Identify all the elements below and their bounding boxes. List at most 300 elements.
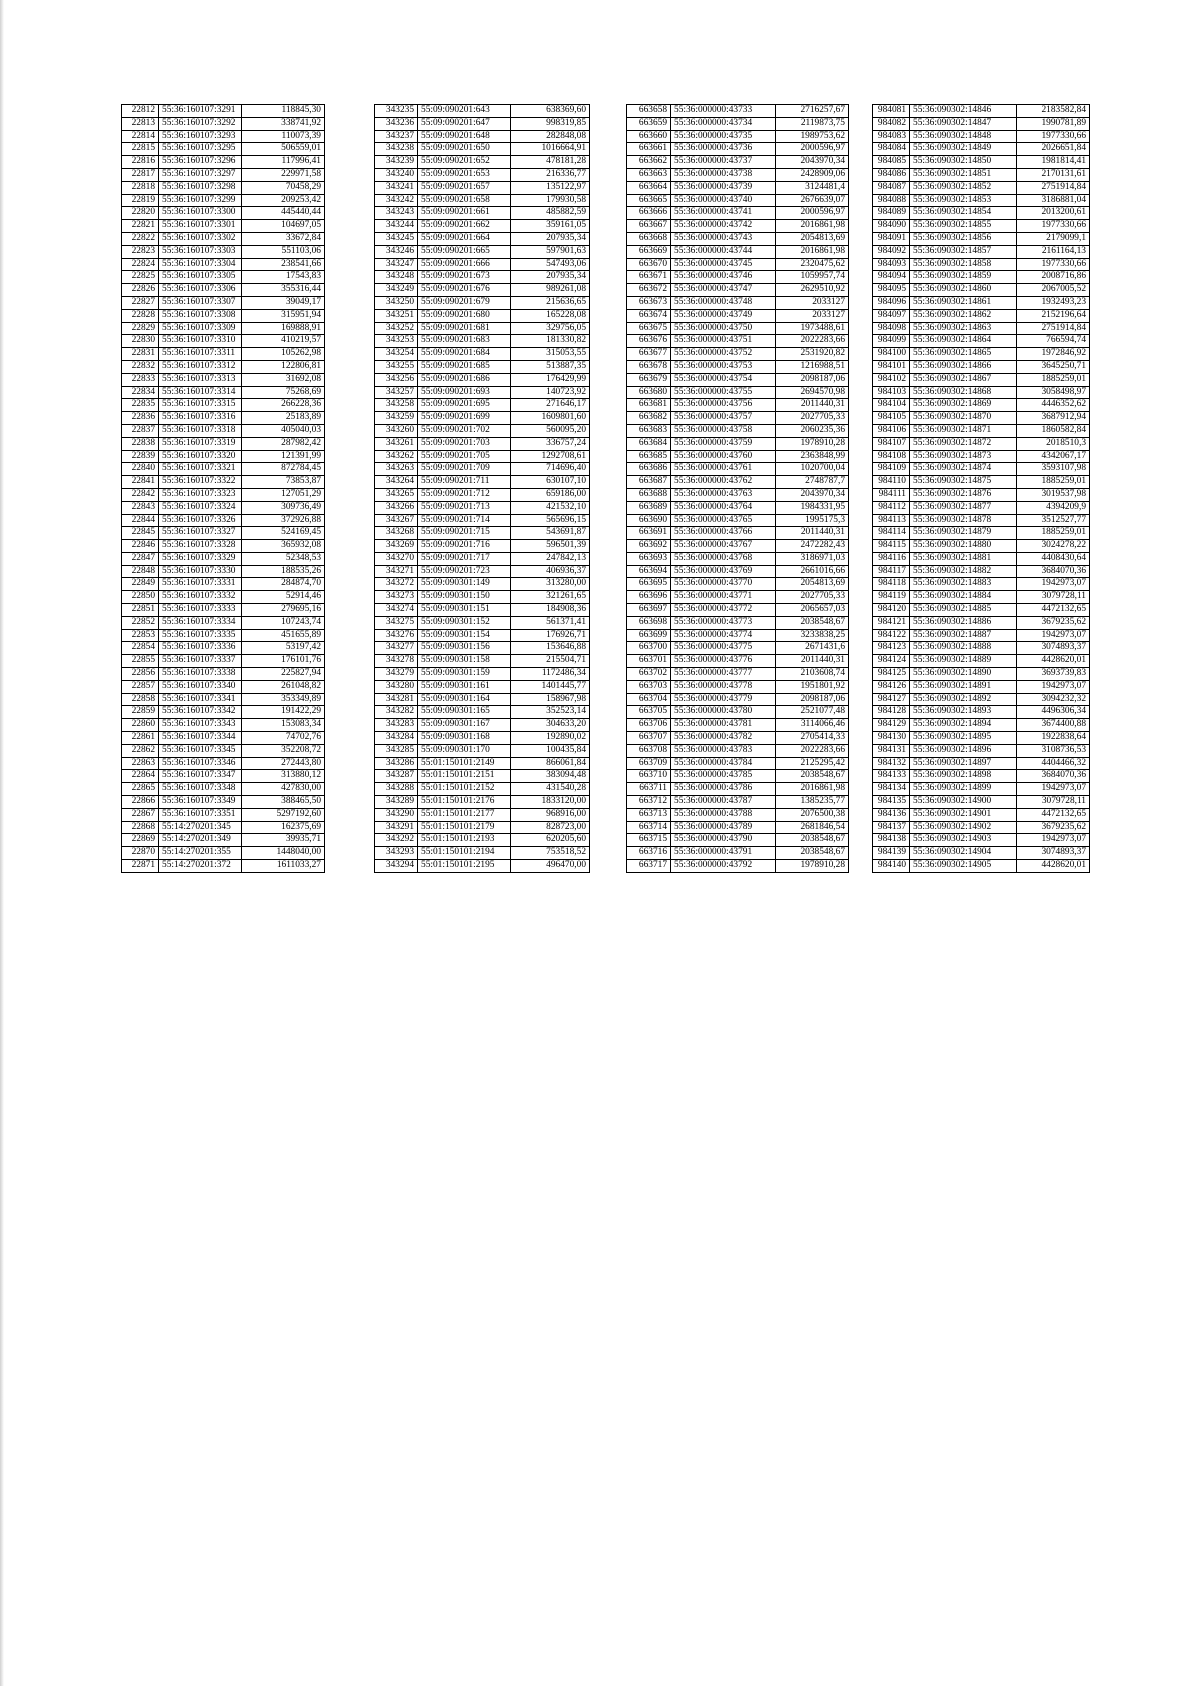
cadastral-value: 2363848,99 (776, 450, 849, 463)
cadastral-number: 55:36:090302:14884 (910, 591, 1017, 604)
row-number: 22824 (122, 258, 159, 271)
row-number: 22834 (122, 386, 159, 399)
table-row (873, 514, 1090, 527)
row-number: 984095 (873, 284, 910, 297)
row-number: 984125 (873, 668, 910, 681)
table-row (122, 386, 325, 399)
cadastral-number: 55:36:000000:43757 (671, 412, 776, 425)
table-row (375, 642, 590, 655)
cadastral-value: 100435,84 (511, 744, 590, 757)
cadastral-number: 55:14:270201:349 (159, 834, 242, 847)
cadastral-value: 2033127 (776, 296, 849, 309)
cadastral-number: 55:36:160107:3341 (159, 693, 242, 706)
cadastral-value: 3114066,46 (776, 719, 849, 732)
table-row (375, 143, 590, 156)
cadastral-number: 55:36:090302:14848 (910, 130, 1017, 143)
cadastral-value: 2161164,13 (1017, 245, 1090, 258)
cadastral-number: 55:36:160107:3345 (159, 744, 242, 757)
table-row (873, 501, 1090, 514)
table-row (122, 194, 325, 207)
table-row (122, 271, 325, 284)
row-number: 984092 (873, 245, 910, 258)
table-row (873, 245, 1090, 258)
cadastral-value: 2038548,67 (776, 770, 849, 783)
cadastral-value: 445440,44 (242, 207, 325, 220)
row-number: 343263 (375, 463, 418, 476)
cadastral-number: 55:36:160107:3332 (159, 591, 242, 604)
row-number: 343249 (375, 284, 418, 297)
row-number: 343247 (375, 258, 418, 271)
table-row (375, 783, 590, 796)
table-row (873, 348, 1090, 361)
row-number: 22870 (122, 847, 159, 860)
cadastral-number: 55:09:090201:658 (418, 194, 511, 207)
cadastral-value: 176101,76 (242, 655, 325, 668)
row-number: 984118 (873, 578, 910, 591)
cadastral-number: 55:36:090302:14863 (910, 322, 1017, 335)
row-number: 22819 (122, 194, 159, 207)
cadastral-number: 55:09:090301:154 (418, 629, 511, 642)
cadastral-value: 2681846,54 (776, 821, 849, 834)
cadastral-value: 2521077,48 (776, 706, 849, 719)
cadastral-value: 169888,91 (242, 322, 325, 335)
cadastral-number: 55:36:000000:43737 (671, 156, 776, 169)
table-row (375, 578, 590, 591)
cadastral-number: 55:36:160107:3323 (159, 488, 242, 501)
cadastral-value: 3074893,37 (1017, 847, 1090, 860)
table-row (873, 719, 1090, 732)
row-number: 984099 (873, 335, 910, 348)
cadastral-number: 55:36:160107:3312 (159, 360, 242, 373)
cadastral-value: 4496306,34 (1017, 706, 1090, 719)
table-row (375, 604, 590, 617)
cadastral-value: 427830,00 (242, 783, 325, 796)
row-number: 343262 (375, 450, 418, 463)
table-row (627, 668, 849, 681)
row-number: 22847 (122, 552, 159, 565)
cadastral-number: 55:36:090302:14867 (910, 373, 1017, 386)
cadastral-value: 355316,44 (242, 284, 325, 297)
cadastral-value: 2629510,92 (776, 284, 849, 297)
table-row (122, 834, 325, 847)
row-number: 343236 (375, 117, 418, 130)
table-row (627, 296, 849, 309)
row-number: 22841 (122, 476, 159, 489)
row-number: 984133 (873, 770, 910, 783)
row-number: 663710 (627, 770, 671, 783)
cadastral-number: 55:36:160107:3313 (159, 373, 242, 386)
row-number: 22855 (122, 655, 159, 668)
cadastral-number: 55:36:000000:43744 (671, 245, 776, 258)
cadastral-number: 55:36:160107:3315 (159, 399, 242, 412)
row-number: 343286 (375, 757, 418, 770)
cadastral-value: 1385235,77 (776, 796, 849, 809)
cadastral-number: 55:36:000000:43759 (671, 437, 776, 450)
row-number: 663682 (627, 412, 671, 425)
cadastral-number: 55:36:000000:43748 (671, 296, 776, 309)
row-number: 22828 (122, 309, 159, 322)
cadastral-number: 55:36:160107:3301 (159, 220, 242, 233)
cadastral-value: 2022283,66 (776, 744, 849, 757)
table-row (122, 232, 325, 245)
row-number: 22867 (122, 808, 159, 821)
cadastral-number: 55:36:160107:3309 (159, 322, 242, 335)
table-row (627, 476, 849, 489)
cadastral-number: 55:36:090302:14862 (910, 309, 1017, 322)
table-row (375, 322, 590, 335)
table-row (873, 335, 1090, 348)
cadastral-value: 3593107,98 (1017, 463, 1090, 476)
cadastral-value: 3233838,25 (776, 629, 849, 642)
cadastral-value: 2011440,31 (776, 527, 849, 540)
cadastral-number: 55:36:160107:3343 (159, 719, 242, 732)
cadastral-value: 352208,72 (242, 744, 325, 757)
cadastral-number: 55:09:090201:714 (418, 514, 511, 527)
row-number: 22822 (122, 232, 159, 245)
cadastral-number: 55:09:090301:161 (418, 680, 511, 693)
row-number: 22845 (122, 527, 159, 540)
cadastral-number: 55:36:090302:14846 (910, 105, 1017, 118)
table-row (122, 668, 325, 681)
cadastral-value: 405040,03 (242, 424, 325, 437)
cadastral-number: 55:09:090301:158 (418, 655, 511, 668)
table-row (627, 386, 849, 399)
row-number: 343278 (375, 655, 418, 668)
row-number: 984114 (873, 527, 910, 540)
table-row (873, 117, 1090, 130)
cadastral-number: 55:36:160107:3329 (159, 552, 242, 565)
cadastral-number: 55:09:090201:715 (418, 527, 511, 540)
table-row (122, 105, 325, 118)
cadastral-value: 714696,40 (511, 463, 590, 476)
cadastral-number: 55:36:160107:3303 (159, 245, 242, 258)
cadastral-value: 17543,83 (242, 271, 325, 284)
cadastral-value: 209253,42 (242, 194, 325, 207)
table-row (122, 501, 325, 514)
cadastral-value: 2179099,1 (1017, 232, 1090, 245)
cadastral-value: 188535,26 (242, 565, 325, 578)
cadastral-value: 1995175,3 (776, 514, 849, 527)
row-number: 22817 (122, 168, 159, 181)
cadastral-value: 3674400,88 (1017, 719, 1090, 732)
table-row (627, 540, 849, 553)
cadastral-value: 388465,50 (242, 796, 325, 809)
cadastral-value: 2671431,6 (776, 642, 849, 655)
cadastral-value: 352523,14 (511, 706, 590, 719)
table-row (627, 463, 849, 476)
cadastral-value: 315053,55 (511, 348, 590, 361)
cadastral-number: 55:36:090302:14879 (910, 527, 1017, 540)
cadastral-value: 329756,05 (511, 322, 590, 335)
row-number: 663672 (627, 284, 671, 297)
table-row (627, 783, 849, 796)
table-row (873, 424, 1090, 437)
cadastral-number: 55:36:090302:14850 (910, 156, 1017, 169)
cadastral-value: 3679235,62 (1017, 821, 1090, 834)
cadastral-value: 547493,06 (511, 258, 590, 271)
cadastral-value: 287982,42 (242, 437, 325, 450)
row-number: 663715 (627, 834, 671, 847)
table-row (873, 399, 1090, 412)
cadastral-number: 55:09:090201:703 (418, 437, 511, 450)
table-row (122, 220, 325, 233)
table-row (873, 450, 1090, 463)
table-row (375, 693, 590, 706)
table-row (873, 181, 1090, 194)
row-number: 984140 (873, 860, 910, 873)
cadastral-number: 55:01:150101:2179 (418, 821, 511, 834)
table-row (122, 719, 325, 732)
table-row (122, 284, 325, 297)
cadastral-number: 55:36:160107:3326 (159, 514, 242, 527)
table-row (627, 450, 849, 463)
row-number: 663674 (627, 309, 671, 322)
cadastral-value: 753518,52 (511, 847, 590, 860)
cadastral-number: 55:14:270201:372 (159, 860, 242, 873)
row-number: 343292 (375, 834, 418, 847)
table-row (122, 604, 325, 617)
row-number: 663658 (627, 105, 671, 118)
row-number: 22857 (122, 680, 159, 693)
cadastral-value: 4394209,9 (1017, 501, 1090, 514)
table-row (627, 860, 849, 873)
row-number: 22826 (122, 284, 159, 297)
cadastral-number: 55:09:090201:643 (418, 105, 511, 118)
row-number: 663661 (627, 143, 671, 156)
cadastral-number: 55:36:000000:43772 (671, 604, 776, 617)
cadastral-value: 207935,34 (511, 232, 590, 245)
cadastral-value: 70458,29 (242, 181, 325, 194)
cadastral-number: 55:36:090302:14905 (910, 860, 1017, 873)
cadastral-value: 560095,20 (511, 424, 590, 437)
cadastral-number: 55:36:000000:43770 (671, 578, 776, 591)
cadastral-value: 247842,13 (511, 552, 590, 565)
cadastral-value: 3024278,22 (1017, 540, 1090, 553)
cadastral-value: 118845,30 (242, 105, 325, 118)
table-row (122, 808, 325, 821)
row-number: 22814 (122, 130, 159, 143)
cadastral-value: 266228,36 (242, 399, 325, 412)
cadastral-number: 55:36:160107:3331 (159, 578, 242, 591)
cadastral-value: 2694570,98 (776, 386, 849, 399)
cadastral-number: 55:36:000000:43762 (671, 476, 776, 489)
row-number: 22843 (122, 501, 159, 514)
cadastral-number: 55:36:090302:14876 (910, 488, 1017, 501)
cadastral-number: 55:36:090302:14896 (910, 744, 1017, 757)
cadastral-number: 55:09:090201:686 (418, 373, 511, 386)
cadastral-number: 55:36:090302:14857 (910, 245, 1017, 258)
row-number: 22818 (122, 181, 159, 194)
cadastral-number: 55:36:000000:43767 (671, 540, 776, 553)
cadastral-value: 1942973,07 (1017, 578, 1090, 591)
table-row (375, 514, 590, 527)
cadastral-number: 55:36:000000:43758 (671, 424, 776, 437)
row-number: 984100 (873, 348, 910, 361)
cadastral-value: 1972846,92 (1017, 348, 1090, 361)
cadastral-number: 55:36:160107:3335 (159, 629, 242, 642)
row-number: 663709 (627, 757, 671, 770)
table-row (627, 194, 849, 207)
row-number: 22862 (122, 744, 159, 757)
row-number: 663683 (627, 424, 671, 437)
cadastral-value: 309736,49 (242, 501, 325, 514)
row-number: 663660 (627, 130, 671, 143)
cadastral-value: 828723,00 (511, 821, 590, 834)
cadastral-value: 410219,57 (242, 335, 325, 348)
table-row (122, 207, 325, 220)
cadastral-value: 565696,15 (511, 514, 590, 527)
cadastral-number: 55:09:090301:167 (418, 719, 511, 732)
row-number: 343256 (375, 373, 418, 386)
cadastral-value: 2027705,33 (776, 591, 849, 604)
cadastral-number: 55:36:000000:43760 (671, 450, 776, 463)
row-number: 343251 (375, 309, 418, 322)
row-number: 984107 (873, 437, 910, 450)
row-number: 663696 (627, 591, 671, 604)
row-number: 663678 (627, 360, 671, 373)
cadastral-number: 55:36:090302:14886 (910, 616, 1017, 629)
cadastral-value: 4408430,64 (1017, 552, 1090, 565)
table-row (375, 284, 590, 297)
cadastral-number: 55:36:000000:43778 (671, 680, 776, 693)
row-number: 343252 (375, 322, 418, 335)
table-row (627, 424, 849, 437)
cadastral-number: 55:14:270201:355 (159, 847, 242, 860)
cadastral-number: 55:01:150101:2151 (418, 770, 511, 783)
row-number: 663686 (627, 463, 671, 476)
row-number: 663659 (627, 117, 671, 130)
cadastral-number: 55:36:000000:43746 (671, 271, 776, 284)
row-number: 663662 (627, 156, 671, 169)
cadastral-number: 55:36:160107:3307 (159, 296, 242, 309)
row-number: 22859 (122, 706, 159, 719)
row-number: 663705 (627, 706, 671, 719)
cadastral-number: 55:36:000000:43735 (671, 130, 776, 143)
cadastral-value: 215636,65 (511, 296, 590, 309)
table-row (122, 680, 325, 693)
cadastral-value: 372926,88 (242, 514, 325, 527)
table-row (873, 207, 1090, 220)
row-number: 984117 (873, 565, 910, 578)
table-row (375, 424, 590, 437)
cadastral-value: 282848,08 (511, 130, 590, 143)
table-row (627, 847, 849, 860)
cadastral-number: 55:36:000000:43777 (671, 668, 776, 681)
row-number: 663688 (627, 488, 671, 501)
cadastral-value: 315951,94 (242, 309, 325, 322)
cadastral-value: 2705414,33 (776, 732, 849, 745)
table-row (122, 143, 325, 156)
cadastral-number: 55:09:090201:705 (418, 450, 511, 463)
cadastral-number: 55:36:000000:43753 (671, 360, 776, 373)
row-number: 984091 (873, 232, 910, 245)
cadastral-number: 55:36:160107:3306 (159, 284, 242, 297)
table-row (375, 220, 590, 233)
table-row (627, 719, 849, 732)
row-number: 663677 (627, 348, 671, 361)
cadastral-value: 365932,08 (242, 540, 325, 553)
cadastral-value: 3684070,36 (1017, 770, 1090, 783)
cadastral-number: 55:36:000000:43763 (671, 488, 776, 501)
cadastral-value: 451655,89 (242, 629, 325, 642)
table-row (122, 847, 325, 860)
table-row (122, 360, 325, 373)
row-number: 663711 (627, 783, 671, 796)
row-number: 984102 (873, 373, 910, 386)
table-row (627, 821, 849, 834)
table-row (627, 808, 849, 821)
cadastral-value: 2026651,84 (1017, 143, 1090, 156)
cadastral-number: 55:36:000000:43769 (671, 565, 776, 578)
table-row (122, 168, 325, 181)
table-row (375, 821, 590, 834)
cadastral-number: 55:36:000000:43792 (671, 860, 776, 873)
cadastral-number: 55:36:000000:43751 (671, 335, 776, 348)
table-row (122, 450, 325, 463)
row-number: 343268 (375, 527, 418, 540)
row-number: 984089 (873, 207, 910, 220)
cadastral-number: 55:36:090302:14851 (910, 168, 1017, 181)
cadastral-number: 55:36:160107:3297 (159, 168, 242, 181)
row-number: 343271 (375, 565, 418, 578)
cadastral-number: 55:36:000000:43734 (671, 117, 776, 130)
table-row (375, 271, 590, 284)
cadastral-number: 55:09:090201:711 (418, 476, 511, 489)
cadastral-value: 2676639,07 (776, 194, 849, 207)
table-row (873, 373, 1090, 386)
row-number: 984108 (873, 450, 910, 463)
row-number: 984119 (873, 591, 910, 604)
cadastral-number: 55:36:000000:43780 (671, 706, 776, 719)
cadastral-number: 55:36:160107:3349 (159, 796, 242, 809)
row-number: 22832 (122, 360, 159, 373)
cadastral-value: 4446352,62 (1017, 399, 1090, 412)
cadastral-number: 55:36:000000:43787 (671, 796, 776, 809)
row-number: 984115 (873, 540, 910, 553)
cadastral-number: 55:36:090302:14897 (910, 757, 1017, 770)
cadastral-value: 225827,94 (242, 668, 325, 681)
table-row (122, 565, 325, 578)
cadastral-number: 55:36:090302:14856 (910, 232, 1017, 245)
cadastral-number: 55:36:090302:14865 (910, 348, 1017, 361)
cadastral-value: 421532,10 (511, 501, 590, 514)
row-number: 343259 (375, 412, 418, 425)
cadastral-value: 353349,89 (242, 693, 325, 706)
cadastral-number: 55:09:090201:685 (418, 360, 511, 373)
cadastral-value: 1984331,95 (776, 501, 849, 514)
row-number: 984132 (873, 757, 910, 770)
cadastral-value: 1951801,92 (776, 680, 849, 693)
table-row (873, 591, 1090, 604)
cadastral-number: 55:01:150101:2149 (418, 757, 511, 770)
row-number: 343277 (375, 642, 418, 655)
cadastral-number: 55:09:090201:662 (418, 220, 511, 233)
cadastral-number: 55:36:090302:14854 (910, 207, 1017, 220)
table-row (873, 757, 1090, 770)
row-number: 343274 (375, 604, 418, 617)
table-row (627, 335, 849, 348)
row-number: 663667 (627, 220, 671, 233)
row-number: 984112 (873, 501, 910, 514)
table-row (873, 680, 1090, 693)
table-row (122, 591, 325, 604)
row-number: 663712 (627, 796, 671, 809)
row-number: 663694 (627, 565, 671, 578)
cadastral-number: 55:09:090201:693 (418, 386, 511, 399)
cadastral-number: 55:36:160107:3319 (159, 437, 242, 450)
cadastral-value: 2016861,98 (776, 220, 849, 233)
cadastral-number: 55:09:090301:170 (418, 744, 511, 757)
